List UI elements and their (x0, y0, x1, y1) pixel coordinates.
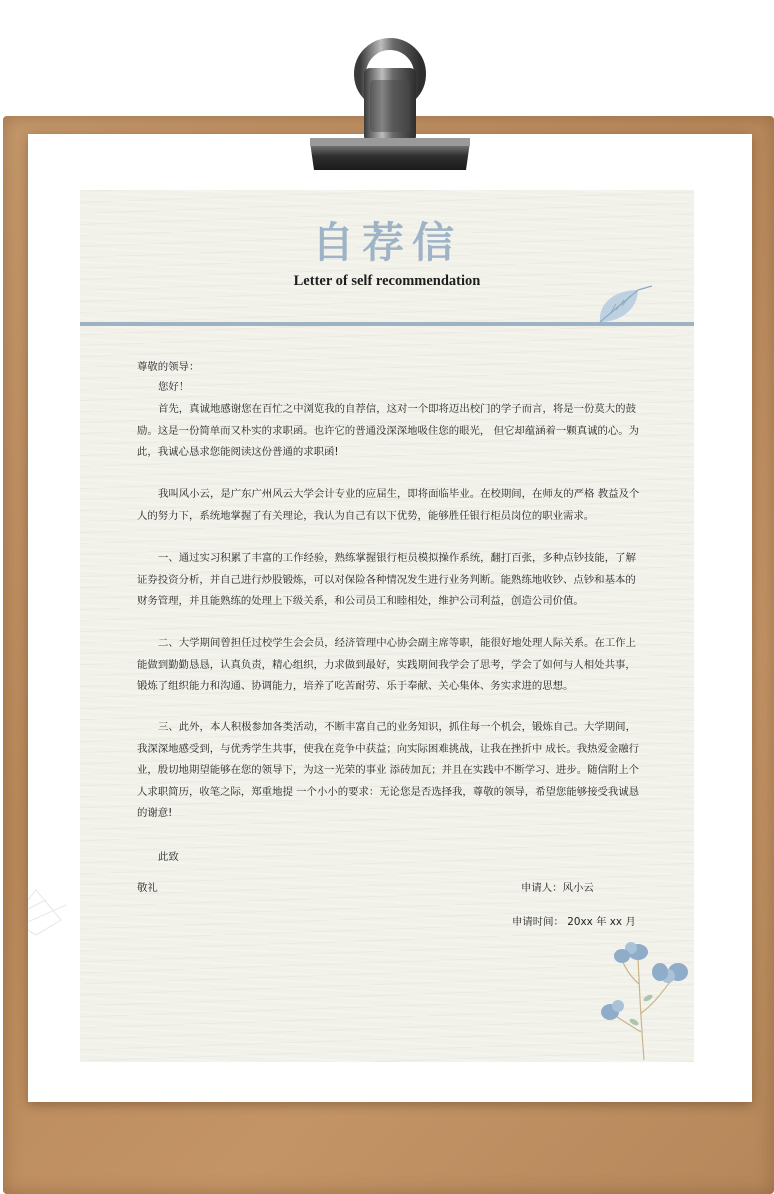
paragraph-5: 三、此外，本人积极参加各类活动，不断丰富自己的业务知识，抓住每一个机会，锻炼自己。大学期间，我深深地感受到，与优秀学生共事，使我在竞争中获益；向实际困难挑战，让我在挫折中 成长。我热爱金融行业，殷切地期望能够在您的领导下，为这一光荣的事业 添砖加瓦；并且在实践中不断学习、进步。随信附上个人求职简历，收笔之际，郑重地提 一个小小的要求：无论您是否选择我，尊敬的领导，希望您能够接受我诚恳的谢意! (137, 721, 640, 820)
paragraph-1: 首先，真诚地感谢您在百忙之中浏览我的自荐信，这对一个即将迈出校门的学子而言，将是一份莫大的鼓励。这是一份简单而又朴实的求职函。也许它的普通没深深地吸住您的眼光， 但它却蕴涵着一颗真诚的心。为此，我诚心恳求您能阅读这份普通的求职函! (137, 403, 640, 459)
greeting: 您好！ (158, 381, 190, 393)
letter-title-cn: 自荐信 (311, 218, 462, 267)
watermark-icon (6, 880, 84, 940)
letter-title-en: Letter of self recommendation (293, 273, 481, 289)
paragraph-3: 一、通过实习积累了丰富的工作经验，熟练掌握银行柜员模拟操作系统，翻打百张，多种点钞技能，了解证券投资分析，并自己进行炒股锻炼，可以对保险各种情况发生进行业务判断。能熟练地收钞、点钞和基本的财务管理，并且能熟练的处理上下级关系，和公司员工和睦相处，维护公司利益，创造公司价值。 (137, 552, 636, 608)
title-divider (80, 322, 694, 326)
binder-clip-icon (306, 28, 474, 178)
closing-2: 敬礼 (137, 882, 158, 894)
paragraph-4: 二、大学期间曾担任过校学生会会员，经济管理中心协会副主席等职，能很好地处理人际关系。在工作上能做到勤勤恳恳，认真负责，精心组织，力求做到最好，实践期间我学会了思考，学会了如何与人相处共事，锻炼了组织能力和沟通、协调能力，培养了吃苦耐劳、乐于奉献、关心集体、务实求进的思想。 (137, 637, 636, 693)
applicant-name: 申请人：风小云 (521, 882, 594, 894)
salutation: 尊敬的领导： (137, 361, 200, 373)
flower-icon (598, 934, 696, 1062)
paragraph-2: 我叫风小云，是广东广州风云大学会计专业的应届生，即将面临毕业。在校期间，在师友的严格 教益及个人的努力下，系统地掌握了有关理论，我认为自己有以下优势，能够胜任银行柜员岗位的职业需求。 (137, 488, 640, 522)
closing-1: 此致 (158, 851, 179, 863)
application-date: 申请时间： 20xx 年 xx 月 (512, 916, 636, 928)
